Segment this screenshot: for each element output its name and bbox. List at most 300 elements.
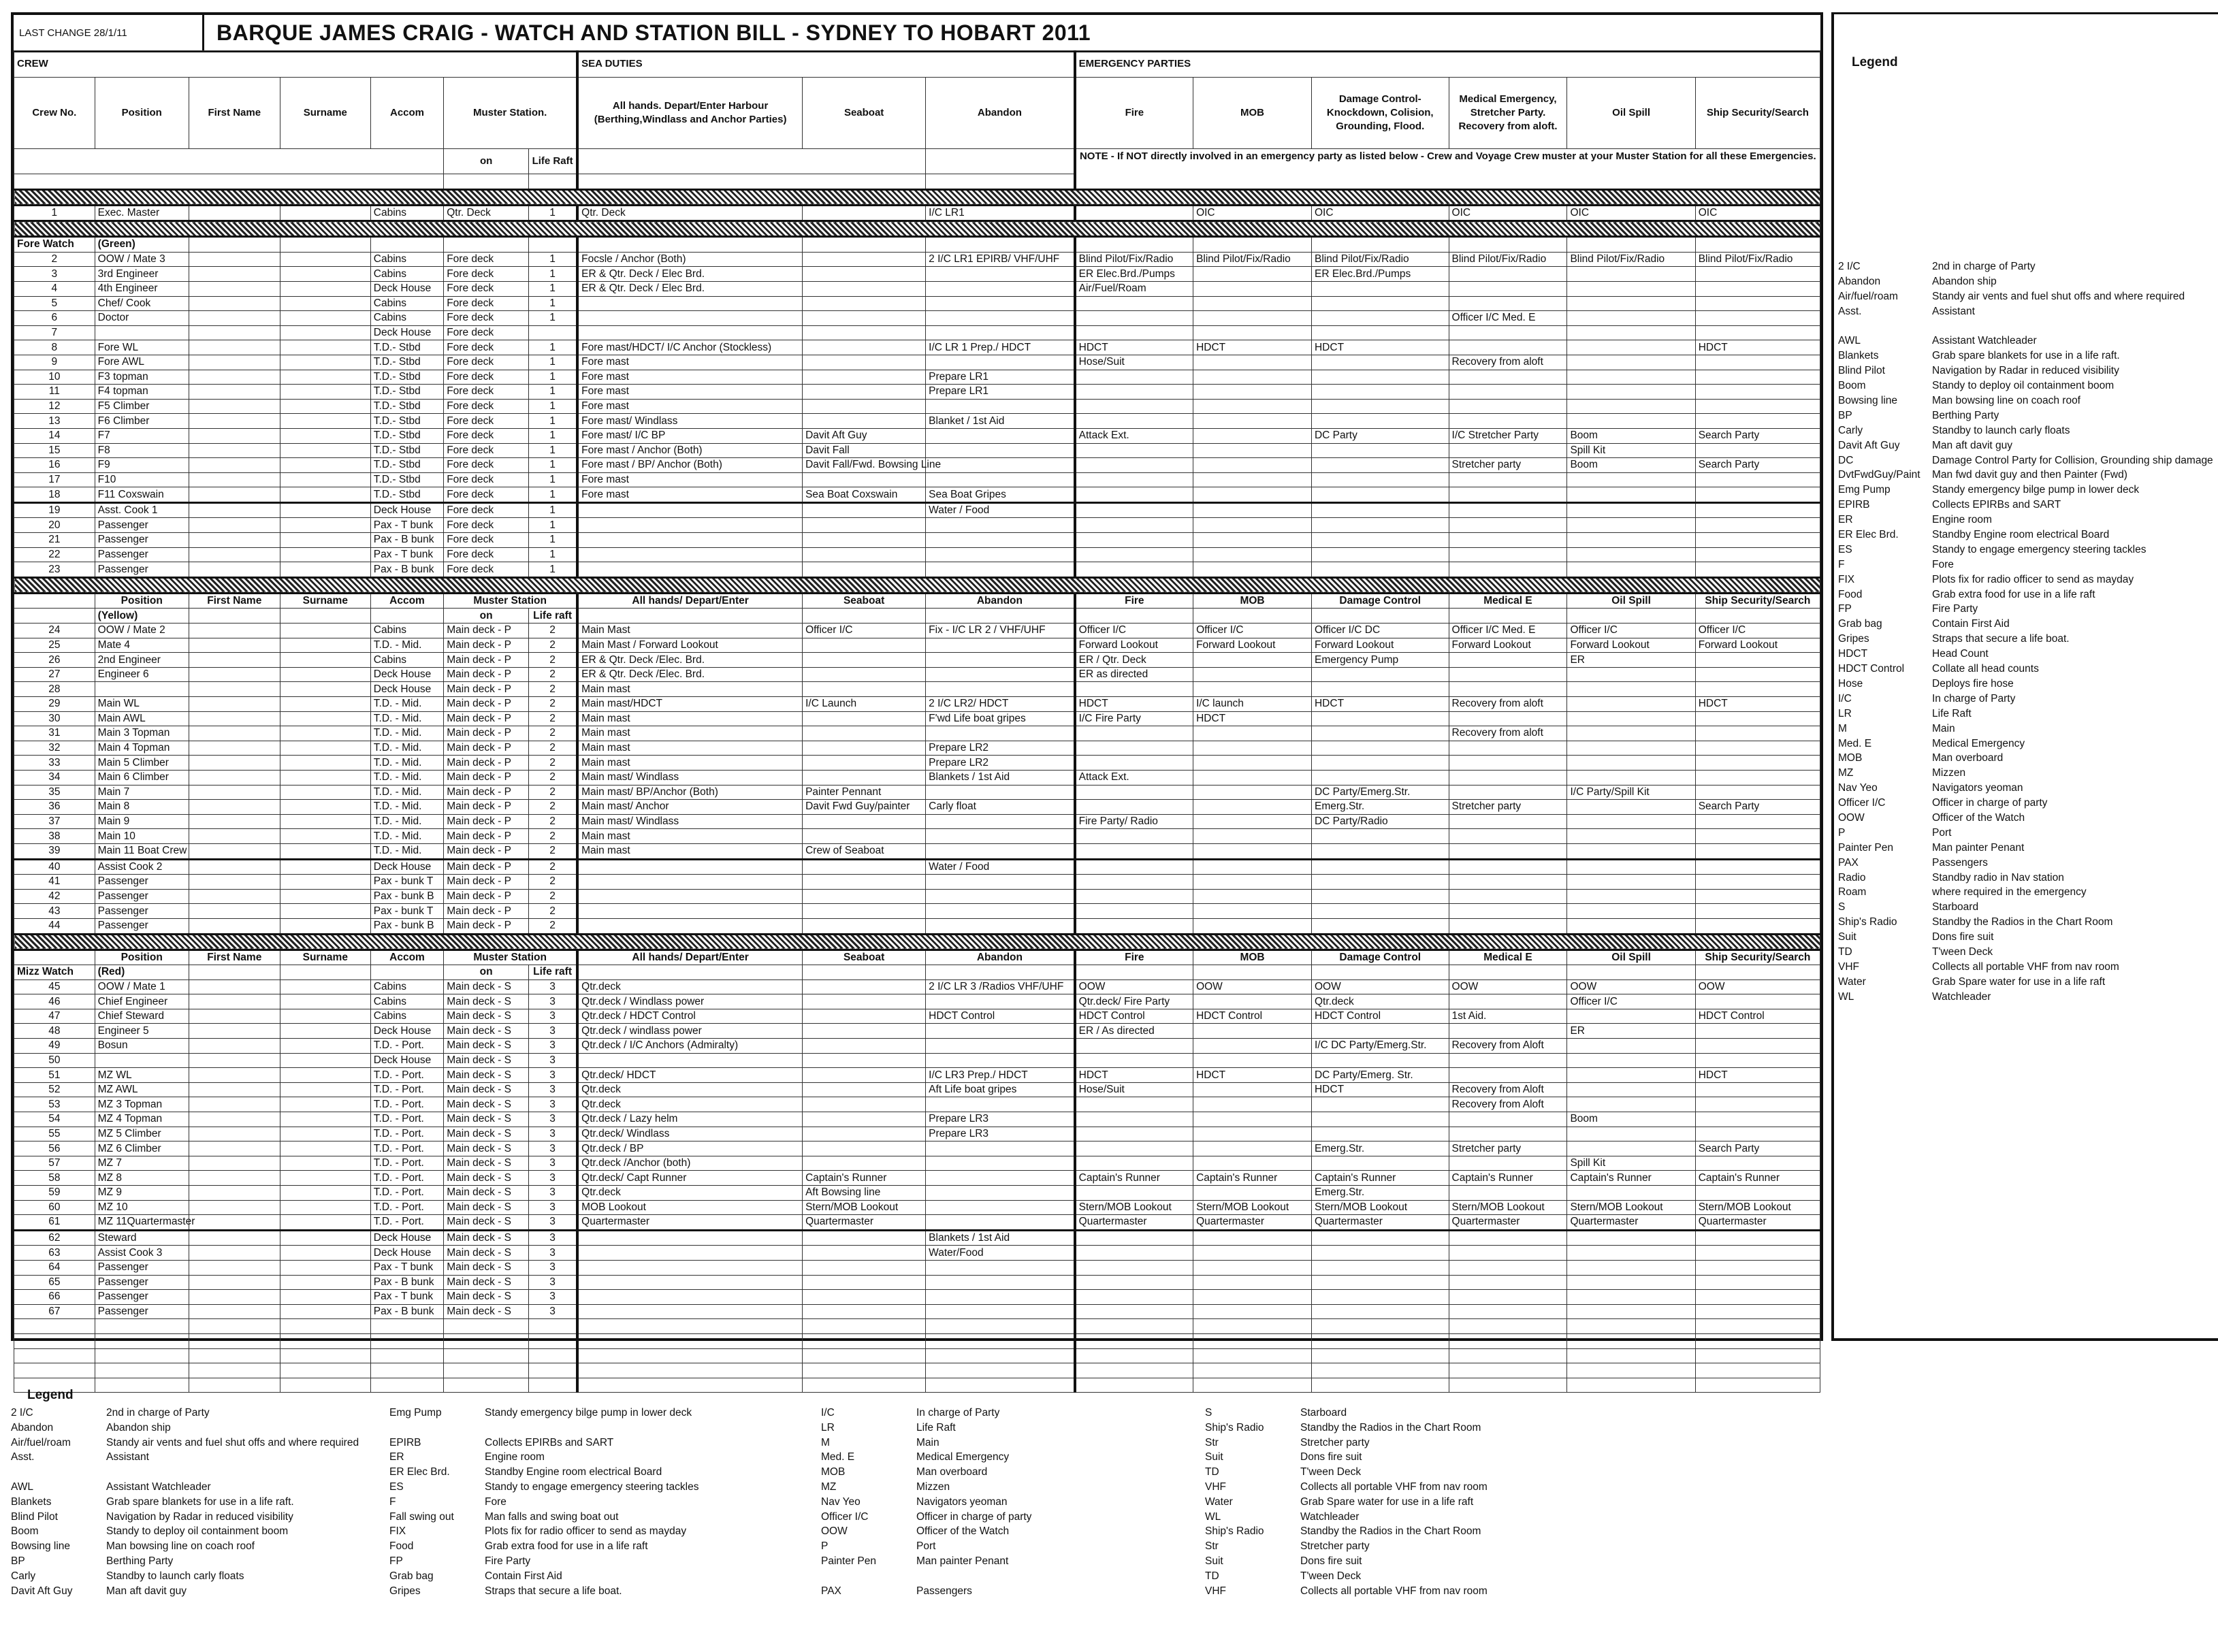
cell-life-raft: 3 <box>529 1171 578 1186</box>
cell-abandon <box>926 296 1075 311</box>
cell-surname <box>280 487 370 503</box>
cell-crew-no: 63 <box>14 1246 95 1261</box>
cell-oil-spill <box>1567 355 1695 370</box>
cell-damage-control <box>1311 281 1449 296</box>
legend-entry <box>1834 975 2218 990</box>
cell-damage-control <box>1311 1127 1449 1141</box>
legend-entry <box>1834 990 2218 1005</box>
cell-all-hands: Focsle / Anchor (Both) <box>577 252 802 267</box>
cell-muster-on: Main deck - P <box>444 711 529 726</box>
cell-damage-control <box>1311 829 1449 844</box>
cell-first-name <box>189 889 280 904</box>
cell-first-name <box>189 1024 280 1039</box>
cell-oil-spill: OOW <box>1567 979 1695 994</box>
legend-abbreviation: Suit <box>1205 1451 1223 1463</box>
cell-security <box>1695 296 1820 311</box>
table-row <box>14 979 1820 994</box>
cell-first-name <box>189 994 280 1009</box>
cell-accom: T.D.- Stbd <box>370 399 443 414</box>
watch-colour: (Green) <box>95 237 189 253</box>
cell-seaboat <box>803 1082 926 1097</box>
cell-fire: Attack Ext. <box>1075 770 1193 785</box>
legend-abbreviation: FP <box>389 1555 403 1567</box>
cell-crew-no: 58 <box>14 1171 95 1186</box>
watch-colour: (Red) <box>95 965 189 980</box>
cell-mob <box>1193 547 1312 562</box>
cell-damage-control <box>1311 518 1449 533</box>
section-emergency-parties: EMERGENCY PARTIES <box>1075 51 1820 78</box>
table-row <box>14 814 1820 829</box>
legend-entry <box>1834 871 2218 886</box>
legend-abbreviation: Ship's Radio <box>1838 916 1897 928</box>
cell-fire <box>1075 829 1193 844</box>
cell-security: OOW <box>1695 979 1820 994</box>
cell-abandon <box>926 829 1075 844</box>
cell-medical <box>1449 814 1567 829</box>
table-row <box>14 875 1820 890</box>
legend-entry <box>1834 647 2218 662</box>
cell-muster-on: Main deck - S <box>444 979 529 994</box>
cell-first-name <box>189 904 280 919</box>
watch-name <box>14 950 95 965</box>
cell-oil-spill <box>1567 518 1695 533</box>
cell-first-name <box>189 1260 280 1275</box>
cell-damage-control <box>1311 355 1449 370</box>
cell-abandon: Prepare LR3 <box>926 1112 1075 1127</box>
subhead-life-raft: Life raft <box>529 965 578 980</box>
legend-abbreviation: Gripes <box>1838 633 1869 645</box>
cell-oil-spill <box>1567 1230 1695 1246</box>
separator-band <box>14 189 1820 205</box>
legend-description: Standy to deploy oil containment boom <box>106 1525 289 1538</box>
cell-oil-spill <box>1567 1246 1695 1261</box>
table-row <box>14 533 1820 548</box>
cell-life-raft: 1 <box>529 547 578 562</box>
cell-crew-no: 11 <box>14 385 95 400</box>
legend-abbreviation: BP <box>11 1555 25 1567</box>
legend-abbreviation: BP <box>1838 409 1852 421</box>
cell-position: MZ 5 Climber <box>95 1127 189 1141</box>
cell-all-hands: Qtr.deck <box>577 1082 802 1097</box>
page-title: BARQUE JAMES CRAIG - WATCH AND STATION BILL - SYDNEY TO HOBART 2011 <box>216 20 1091 45</box>
cell-accom: Pax - B bunk <box>370 1304 443 1319</box>
cell-accom: Cabins <box>370 653 443 668</box>
cell-medical <box>1449 1230 1567 1246</box>
legend-entry <box>1834 841 2218 856</box>
legend-entry <box>1834 707 2218 722</box>
legend-abbreviation: ER <box>1838 514 1853 526</box>
cell-security: HDCT <box>1695 1068 1820 1083</box>
legend-abbreviation: LR <box>1838 707 1852 719</box>
cell-security <box>1695 726 1820 741</box>
cell-mob <box>1193 355 1312 370</box>
cell-seaboat <box>803 355 926 370</box>
cell-first-name <box>189 267 280 282</box>
cell-mob <box>1193 518 1312 533</box>
cell-first-name <box>189 918 280 934</box>
cell-oil-spill <box>1567 370 1695 385</box>
legend-description: Grab Spare water for use in a life raft <box>1932 975 2106 988</box>
cell-damage-control <box>1311 667 1449 682</box>
cell-medical <box>1449 340 1567 355</box>
cell-mob <box>1193 1246 1312 1261</box>
cell-abandon: Prepare LR3 <box>926 1127 1075 1141</box>
cell-muster-on: Fore deck <box>444 296 529 311</box>
table-row <box>14 1200 1820 1215</box>
cell-life-raft: 1 <box>529 267 578 282</box>
subhead-first-name: First Name <box>189 950 280 965</box>
table-row <box>14 385 1820 400</box>
cell-damage-control <box>1311 370 1449 385</box>
watch-label-row <box>14 965 1820 980</box>
cell-fire: Forward Lookout <box>1075 638 1193 653</box>
cell-all-hands: Qtr.deck / windlass power <box>577 1024 802 1039</box>
legend-entry <box>389 1480 699 1495</box>
cell-damage-control <box>1311 918 1449 934</box>
legend-abbreviation: Blind Pilot <box>11 1510 58 1523</box>
cell-accom: T.D. - Port. <box>370 1127 443 1141</box>
cell-seaboat <box>803 252 926 267</box>
cell-mob: HDCT <box>1193 340 1312 355</box>
cell-accom: Deck House <box>370 667 443 682</box>
cell-life-raft: 2 <box>529 875 578 890</box>
legend-entry <box>389 1539 699 1554</box>
legend-abbreviation: Roam <box>1838 886 1867 898</box>
cell-abandon <box>926 1024 1075 1039</box>
legend-entry <box>1834 334 2218 349</box>
legend-abbreviation <box>1834 319 1920 334</box>
cell-fire <box>1075 1290 1193 1305</box>
cell-crew-no: 7 <box>14 325 95 340</box>
subhead-on: on <box>444 609 529 623</box>
cell-muster-on: Main deck - P <box>444 756 529 771</box>
cell-position: MZ 7 <box>95 1156 189 1171</box>
cell-first-name <box>189 623 280 638</box>
legend-entry <box>1834 781 2218 796</box>
bottom-legend-col-4 <box>1205 1406 1488 1598</box>
col-security: Ship Security/Search <box>1695 78 1820 149</box>
legend-entry <box>1834 274 2218 289</box>
cell-accom: Deck House <box>370 325 443 340</box>
legend-abbreviation: Carly <box>11 1570 36 1582</box>
cell-mob <box>1193 667 1312 682</box>
cell-position: Exec. Master <box>95 205 189 221</box>
legend-abbreviation: ER Elec Brd. <box>389 1466 450 1478</box>
cell-damage-control: DC Party <box>1311 428 1449 443</box>
cell-position: 3rd Engineer <box>95 267 189 282</box>
cell-first-name <box>189 502 280 518</box>
legend-description: Officer of the Watch <box>1932 811 2025 824</box>
cell-first-name <box>189 1230 280 1246</box>
cell-oil-spill: Boom <box>1567 458 1695 473</box>
cell-medical <box>1449 547 1567 562</box>
cell-first-name <box>189 800 280 815</box>
cell-accom: Cabins <box>370 623 443 638</box>
cell-mob: HDCT Control <box>1193 1009 1312 1024</box>
subhead-all-hands: All hands/ Depart/Enter <box>577 950 802 965</box>
cell-fire: Hose/Suit <box>1075 355 1193 370</box>
cell-crew-no: 30 <box>14 711 95 726</box>
cell-surname <box>280 697 370 712</box>
cell-oil-spill <box>1567 859 1695 875</box>
cell-surname <box>280 1260 370 1275</box>
cell-crew-no: 64 <box>14 1260 95 1275</box>
cell-life-raft: 2 <box>529 638 578 653</box>
legend-entry <box>1834 736 2218 751</box>
legend-entry <box>1834 811 2218 826</box>
cell-muster-on: Fore deck <box>444 502 529 518</box>
cell-accom: Cabins <box>370 267 443 282</box>
cell-muster-on: Fore deck <box>444 311 529 326</box>
cell-medical: Stern/MOB Lookout <box>1449 1200 1567 1215</box>
cell-accom: T.D. - Port. <box>370 1039 443 1054</box>
side-legend-title: Legend <box>1852 55 1898 69</box>
cell-mob <box>1193 1156 1312 1171</box>
cell-abandon <box>926 1290 1075 1305</box>
cell-damage-control <box>1311 741 1449 756</box>
cell-fire: ER / Qtr. Deck <box>1075 653 1193 668</box>
cell-damage-control <box>1311 1053 1449 1068</box>
legend-entry <box>1834 617 2218 632</box>
cell-life-raft: 2 <box>529 682 578 697</box>
cell-life-raft: 3 <box>529 1068 578 1083</box>
cell-crew-no: 13 <box>14 414 95 429</box>
cell-muster-on: Fore deck <box>444 547 529 562</box>
cell-crew-no: 59 <box>14 1186 95 1201</box>
cell-oil-spill <box>1567 843 1695 859</box>
cell-damage-control: Blind Pilot/Fix/Radio <box>1311 252 1449 267</box>
cell-mob: OIC <box>1193 205 1312 221</box>
table-row <box>14 547 1820 562</box>
cell-muster-on: Fore deck <box>444 267 529 282</box>
legend-description: Starboard <box>1300 1407 1347 1419</box>
cell-first-name <box>189 1082 280 1097</box>
legend-abbreviation: Boom <box>1838 380 1866 392</box>
cell-accom: Deck House <box>370 859 443 875</box>
cell-first-name <box>189 843 280 859</box>
cell-medical <box>1449 667 1567 682</box>
col-surname: Surname <box>280 78 370 149</box>
cell-first-name <box>189 414 280 429</box>
cell-oil-spill <box>1567 918 1695 934</box>
cell-abandon: Sea Boat Gripes <box>926 487 1075 503</box>
legend-description: Standby the Radios in the Chart Room <box>1300 1525 1481 1538</box>
cell-crew-no: 18 <box>14 487 95 503</box>
cell-accom: Deck House <box>370 1230 443 1246</box>
legend-entry <box>11 1495 359 1510</box>
cell-position: Passenger <box>95 1304 189 1319</box>
cell-life-raft: 1 <box>529 399 578 414</box>
cell-position: Main WL <box>95 697 189 712</box>
legend-abbreviation: TD <box>1205 1466 1219 1478</box>
empty-row <box>14 1348 1820 1363</box>
legend-entry <box>1205 1406 1488 1421</box>
cell-position: Chief Steward <box>95 1009 189 1024</box>
cell-first-name <box>189 1171 280 1186</box>
cell-fire <box>1075 1260 1193 1275</box>
legend-description: Berthing Party <box>106 1555 174 1567</box>
table-row <box>14 994 1820 1009</box>
legend-description: Navigation by Radar in reduced visibility <box>106 1510 293 1523</box>
cell-surname <box>280 472 370 487</box>
watch-station-bill-sheet <box>11 12 1823 1341</box>
cell-seaboat <box>803 711 926 726</box>
legend-abbreviation: P <box>821 1540 829 1553</box>
cell-seaboat <box>803 518 926 533</box>
legend-description: Fore <box>485 1495 507 1508</box>
cell-seaboat <box>803 904 926 919</box>
cell-mob <box>1193 502 1312 518</box>
legend-abbreviation: FIX <box>1838 573 1855 585</box>
cell-security <box>1695 281 1820 296</box>
cell-life-raft: 2 <box>529 726 578 741</box>
cell-abandon <box>926 1186 1075 1201</box>
cell-all-hands: ER & Qtr. Deck / Elec Brd. <box>577 267 802 282</box>
legend-entry <box>11 1569 359 1584</box>
table-row <box>14 355 1820 370</box>
cell-damage-control <box>1311 1156 1449 1171</box>
cell-abandon: Blankets / 1st Aid <box>926 1230 1075 1246</box>
cell-muster-on: Fore deck <box>444 281 529 296</box>
cell-security <box>1695 918 1820 934</box>
cell-seaboat: Sea Boat Coxswain <box>803 487 926 503</box>
legend-description: Collects all portable VHF from nav room <box>1300 1585 1488 1597</box>
cell-surname <box>280 1068 370 1083</box>
empty-row <box>14 1319 1820 1334</box>
cell-life-raft: 1 <box>529 562 578 578</box>
legend-description: Man fwd davit guy and then Painter (Fwd) <box>1932 469 2127 481</box>
legend-abbreviation: VHF <box>1838 960 1859 973</box>
cell-security: HDCT <box>1695 340 1820 355</box>
cell-all-hands: Main mast <box>577 741 802 756</box>
subhead-oil: Oil Spill <box>1567 593 1695 609</box>
cell-security: Search Party <box>1695 800 1820 815</box>
cell-medical <box>1449 502 1567 518</box>
cell-mob <box>1193 756 1312 771</box>
cell-security <box>1695 667 1820 682</box>
cell-mob: OOW <box>1193 979 1312 994</box>
cell-position: Passenger <box>95 918 189 934</box>
cell-seaboat <box>803 741 926 756</box>
cell-oil-spill <box>1567 770 1695 785</box>
subhead-oil: Oil Spill <box>1567 950 1695 965</box>
cell-position: F11 Coxswain <box>95 487 189 503</box>
cell-accom: T.D. - Port. <box>370 1156 443 1171</box>
cell-fire <box>1075 487 1193 503</box>
cell-damage-control <box>1311 843 1449 859</box>
legend-entry <box>821 1584 1031 1599</box>
legend-abbreviation: Nav Yeo <box>1838 782 1878 794</box>
cell-seaboat <box>803 979 926 994</box>
cell-accom: Pax - T bunk <box>370 1290 443 1305</box>
blank-head-sea <box>577 149 926 174</box>
legend-description: Mizzen <box>1932 767 1966 779</box>
cell-seaboat <box>803 1024 926 1039</box>
cell-life-raft: 3 <box>529 1304 578 1319</box>
cell-abandon <box>926 1156 1075 1171</box>
legend-abbreviation: Food <box>1838 588 1863 600</box>
cell-seaboat <box>803 547 926 562</box>
cell-accom: T.D.- Stbd <box>370 340 443 355</box>
cell-muster-on: Fore deck <box>444 325 529 340</box>
legend-description: Navigators yeoman <box>916 1495 1008 1508</box>
cell-first-name <box>189 814 280 829</box>
cell-all-hands <box>577 1053 802 1068</box>
cell-position <box>95 325 189 340</box>
cell-mob: Quartermaster <box>1193 1215 1312 1231</box>
cell-security <box>1695 443 1820 458</box>
legend-description: Fire Party <box>1932 603 1978 615</box>
cell-abandon: 2 I/C LR 3 /Radios VHF/UHF <box>926 979 1075 994</box>
cell-surname <box>280 267 370 282</box>
col-crew-no: Crew No. <box>14 78 95 149</box>
legend-description: Man bowsing line on coach roof <box>1932 395 2080 407</box>
cell-life-raft: 2 <box>529 785 578 800</box>
cell-surname <box>280 311 370 326</box>
cell-mob <box>1193 562 1312 578</box>
cell-abandon <box>926 1304 1075 1319</box>
cell-fire <box>1075 859 1193 875</box>
legend-description: Port <box>1932 826 1952 839</box>
cell-abandon <box>926 267 1075 282</box>
cell-damage-control: Stern/MOB Lookout <box>1311 1200 1449 1215</box>
cell-fire <box>1075 311 1193 326</box>
subhead-mob: MOB <box>1193 950 1312 965</box>
col-seaboat: Seaboat <box>803 78 926 149</box>
cell-position: MZ 3 Topman <box>95 1097 189 1112</box>
legend-entry <box>1205 1510 1488 1525</box>
cell-accom: T.D. - Mid. <box>370 638 443 653</box>
cell-life-raft: 3 <box>529 979 578 994</box>
cell-fire: HDCT <box>1075 340 1193 355</box>
cell-seaboat <box>803 281 926 296</box>
legend-abbreviation <box>389 1421 485 1436</box>
cell-medical: OOW <box>1449 979 1567 994</box>
legend-description: Dons fire suit <box>1300 1451 1362 1463</box>
subhead-security: Ship Security/Search <box>1695 593 1820 609</box>
legend-abbreviation: Bowsing line <box>11 1540 71 1553</box>
cell-muster-on: Main deck - S <box>444 1215 529 1231</box>
legend-entry <box>389 1450 699 1465</box>
legend-description: Navigation by Radar in reduced visibility <box>1932 365 2119 377</box>
cell-security <box>1695 518 1820 533</box>
col-medical: Medical Emergency, Stretcher Party. Recovery from aloft. <box>1449 78 1567 149</box>
cell-all-hands: Qtr.deck/ Capt Runner <box>577 1171 802 1186</box>
legend-entry <box>11 1436 359 1451</box>
legend-abbreviation: I/C <box>821 1407 835 1419</box>
cell-oil-spill <box>1567 741 1695 756</box>
cell-damage-control <box>1311 682 1449 697</box>
cell-first-name <box>189 443 280 458</box>
watch-bill-table <box>14 50 1820 1393</box>
cell-crew-no: 29 <box>14 697 95 712</box>
table-row <box>14 1156 1820 1171</box>
cell-fire <box>1075 547 1193 562</box>
cell-first-name <box>189 1200 280 1215</box>
cell-oil-spill: Captain's Runner <box>1567 1171 1695 1186</box>
cell-mob <box>1193 458 1312 473</box>
col-oil-spill: Oil Spill <box>1567 78 1695 149</box>
legend-description: Plots fix for radio officer to send as mayday <box>1932 573 2134 585</box>
cell-damage-control: DC Party/Emerg. Str. <box>1311 1068 1449 1083</box>
cell-surname <box>280 979 370 994</box>
cell-muster-on: Main deck - P <box>444 859 529 875</box>
cell-security <box>1695 325 1820 340</box>
cell-medical <box>1449 1290 1567 1305</box>
cell-all-hands: Fore mast <box>577 472 802 487</box>
cell-damage-control: Forward Lookout <box>1311 638 1449 653</box>
cell-medical <box>1449 1053 1567 1068</box>
